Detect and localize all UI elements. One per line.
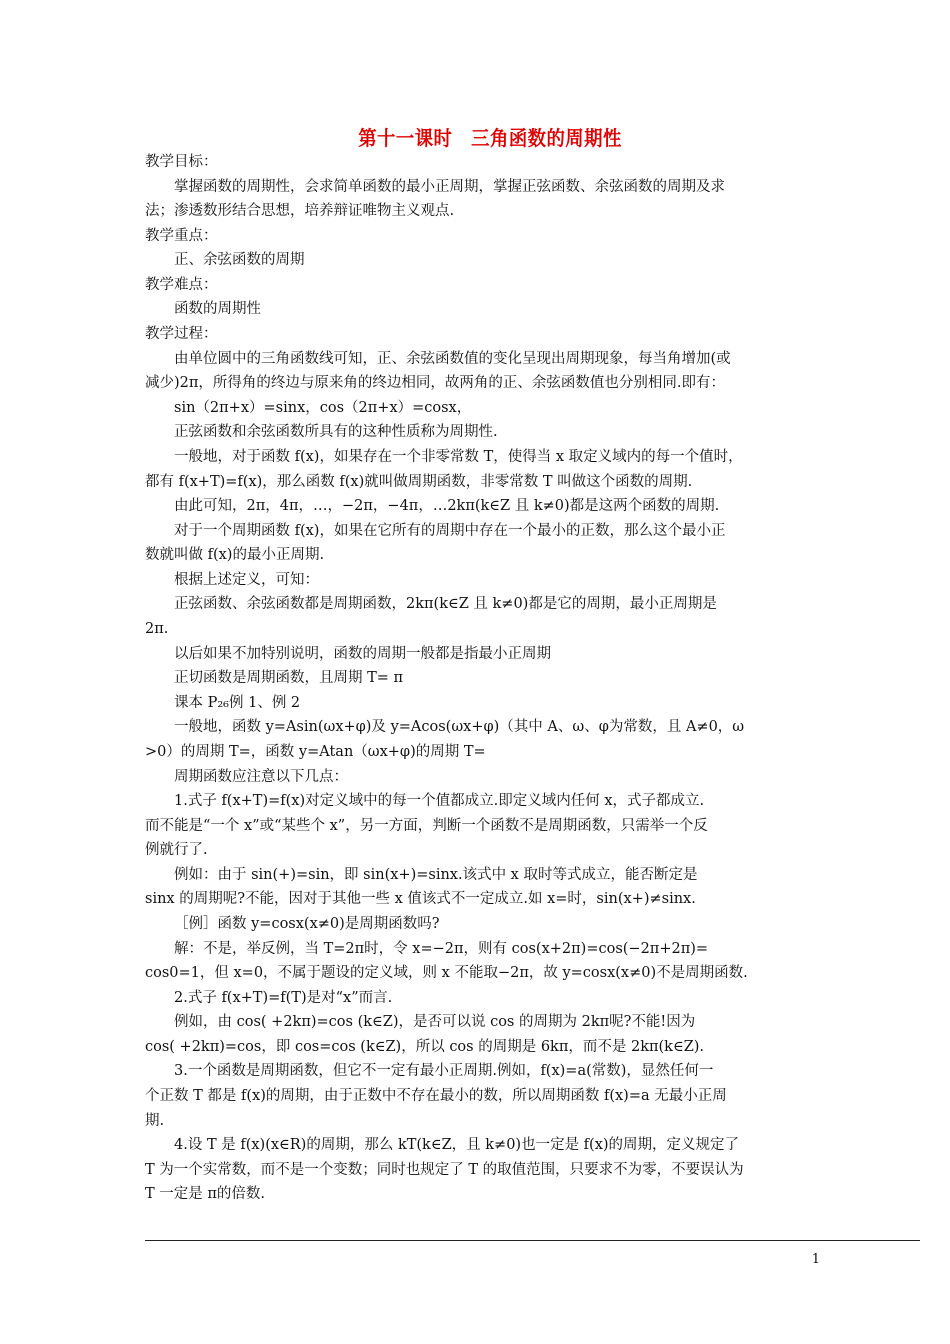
text-line: 例就行了. bbox=[145, 842, 208, 859]
text-line: 一般地，对于函数 f(x)，如果存在一个非零常数 T，使得当 x 取定义域内的每一个值时， bbox=[174, 448, 743, 465]
text-line: 1.式子 f(x+T)=f(x)对定义域中的每一个值都成立.即定义域内任何 x，式子都成立. bbox=[174, 793, 705, 810]
text-line: T 为一个实常数，而不是一个变数；同时也规定了 T 的取值范围，只要求不为零，不要误认为 bbox=[145, 1161, 744, 1178]
text-line: 课本 P₂₆例 1、例 2 bbox=[174, 694, 301, 711]
text-line: 解：不是，举反例，当 T=2π时，令 x=−2π，则有 cos(x+2π)=cos(−2π+2π)= bbox=[174, 940, 709, 957]
text-line: 正弦函数、余弦函数都是周期函数，2kπ(k∈Z 且 k≠0)都是它的周期，最小正周期是 bbox=[174, 596, 717, 613]
text-line: 正弦函数和余弦函数所具有的这种性质称为周期性. bbox=[174, 424, 498, 441]
text-line: 函数的周期性 bbox=[174, 301, 261, 318]
text-line: 法；渗透数形结合思想，培养辩证唯物主义观点. bbox=[145, 203, 455, 220]
text-line: 都有 f(x+T)=f(x)，那么函数 f(x)就叫做周期函数，非零常数 T 叫做这个函数的周期. bbox=[145, 473, 693, 490]
page-title: 第十一课时 三角函数的周期性 bbox=[358, 126, 622, 150]
text-line: 2.式子 f(x+T)=f(T)是对“x”而言. bbox=[174, 989, 393, 1006]
text-line: sin（2π+x）=sinx，cos（2π+x）=cosx， bbox=[174, 399, 472, 416]
text-line: 期. bbox=[145, 1112, 165, 1129]
text-line: 对于一个周期函数 f(x)，如果在它所有的周期中存在一个最小的正数，那么这个最小正 bbox=[174, 522, 726, 539]
text-line: 周期函数应注意以下几点： bbox=[174, 768, 348, 785]
text-line: 减少)2π，所得角的终边与原来角的终边相同，故两角的正、余弦函数值也分别相同.即有： bbox=[145, 375, 726, 392]
text-line: 例如，由 cos( +2kπ)=cos (k∈Z)，是否可以说 cos 的周期为 2kπ呢?不能!因为 bbox=[174, 1014, 696, 1031]
text-line: 2π. bbox=[145, 621, 169, 638]
text-line: 根据上述定义，可知： bbox=[174, 571, 319, 588]
text-line: ［例］函数 y=cosx(x≠0)是周期函数吗? bbox=[174, 915, 440, 932]
text-line: 正切函数是周期函数，且周期 T= π bbox=[174, 670, 404, 687]
text-line: 例如：由于 sin(+)=sin，即 sin(x+)=sinx.该式中 x 取时等式成立，能否断定是 bbox=[174, 866, 698, 883]
text-line: 教学难点： bbox=[145, 276, 218, 293]
text-line: 教学目标： bbox=[145, 154, 218, 170]
text-line: 3.一个函数是周期函数，但它不一定有最小正周期.例如，f(x)=a(常数)，显然任何一 bbox=[174, 1063, 714, 1080]
text-line: cos( +2kπ)=cos，即 cos=cos (k∈Z)，所以 cos 的周期是 6kπ，而不是 2kπ(k∈Z). bbox=[145, 1038, 705, 1055]
text-line: >0）的周期 T=，函数 y=Atan（ωx+φ)的周期 T= bbox=[145, 743, 486, 760]
text-line: cos0=1，但 x=0，不属于题设的定义域，则 x 不能取−2π，故 y=cosx(x≠0)不是周期函数. bbox=[145, 965, 748, 982]
text-line: 个正数 T 都是 f(x)的周期，由于正数中不存在最小的数，所以周期函数 f(x)=a 无最小正周 bbox=[145, 1088, 727, 1105]
text-line: 掌握函数的周期性，会求简单函数的最小正周期，掌握正弦函数、余弦函数的周期及求 bbox=[174, 178, 725, 195]
text-line: 教学过程： bbox=[145, 326, 218, 343]
text-line: 4.设 T 是 f(x)(x∈R)的周期，那么 kT(k∈Z，且 k≠0)也一定是 f(x)的周期，定义规定了 bbox=[174, 1137, 740, 1154]
text-line: 数就叫做 f(x)的最小正周期. bbox=[145, 547, 325, 564]
page-number: 1 bbox=[811, 1252, 820, 1267]
text-line: 以后如果不加特别说明，函数的周期一般都是指最小正周期 bbox=[174, 645, 551, 662]
text-line: sinx 的周期呢?不能，因对于其他一些 x 值该式不一定成立.如 x=时，sin(x+)≠sinx. bbox=[145, 891, 696, 908]
text-line: 而不能是“一个 x”或“某些个 x”，另一方面，判断一个函数不是周期函数，只需举一个反 bbox=[145, 817, 708, 834]
text-line: 由此可知，2π，4π，…，−2π，−4π，…2kπ(k∈Z 且 k≠0)都是这两个函数的周期. bbox=[174, 498, 720, 515]
text-line: 教学重点： bbox=[145, 227, 218, 244]
text-line: 正、余弦函数的周期 bbox=[174, 252, 305, 269]
text-line: 一般地，函数 y=Asin(ωx+φ)及 y=Acos(ωx+φ)（其中 A、ω、φ为常数，且 A≠0，ω bbox=[174, 719, 745, 736]
footer-divider bbox=[145, 1240, 920, 1241]
text-line: 由单位圆中的三角函数线可知，正、余弦函数值的变化呈现出周期现象，每当角增加(或 bbox=[174, 350, 731, 367]
text-line: T 一定是 π的倍数. bbox=[145, 1186, 266, 1203]
